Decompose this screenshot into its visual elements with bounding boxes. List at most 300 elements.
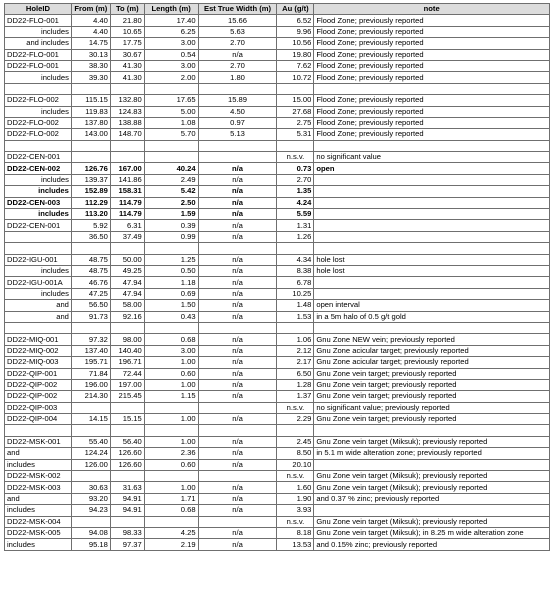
true-width-cell: n/a (198, 186, 277, 197)
empty-cell (110, 243, 144, 254)
empty-cell (198, 425, 277, 436)
true-width-cell: 5.63 (198, 26, 277, 37)
au-cell: 8.38 (277, 265, 314, 276)
from-cell: 47.25 (71, 288, 110, 299)
length-cell: 40.24 (144, 163, 198, 174)
to-cell: 114.79 (110, 209, 144, 220)
to-cell: 126.60 (110, 459, 144, 470)
note-cell: open interval (314, 300, 550, 311)
hole-id-cell: DD22-FLO-001 (5, 15, 72, 26)
length-cell: 1.71 (144, 493, 198, 504)
au-cell: n.s.v. (277, 402, 314, 413)
length-cell: 0.68 (144, 334, 198, 345)
note-cell (314, 459, 550, 470)
to-cell: 72.44 (110, 368, 144, 379)
length-cell: 0.69 (144, 288, 198, 299)
from-cell: 46.76 (71, 277, 110, 288)
hole-id-cell: DD22-MIQ-002 (5, 345, 72, 356)
from-cell: 126.00 (71, 459, 110, 470)
to-cell: 94.91 (110, 493, 144, 504)
length-cell: 1.00 (144, 357, 198, 368)
hole-id-cell: and (5, 300, 72, 311)
to-cell: 41.30 (110, 60, 144, 71)
table-row (5, 49, 550, 60)
note-cell: Flood Zone; previously reported (314, 129, 550, 140)
table-row (5, 368, 550, 379)
au-cell: n.s.v. (277, 152, 314, 163)
au-cell: 8.18 (277, 527, 314, 538)
length-cell: 0.54 (144, 49, 198, 60)
au-cell: 1.53 (277, 311, 314, 322)
hole-id-cell: DD22-MSK-004 (5, 516, 72, 527)
spacer-row (5, 322, 550, 333)
table-row (5, 527, 550, 538)
empty-cell (277, 243, 314, 254)
length-cell: 5.70 (144, 129, 198, 140)
length-cell: 1.00 (144, 414, 198, 425)
from-cell: 113.20 (71, 209, 110, 220)
note-cell: and 0.37 % zinc; previously reported (314, 493, 550, 504)
spacer-row (5, 140, 550, 151)
au-cell: 1.26 (277, 231, 314, 242)
hole-id-cell: DD22-FLO-001 (5, 49, 72, 60)
au-cell: 19.80 (277, 49, 314, 60)
from-cell: 115.15 (71, 95, 110, 106)
au-cell: 2.45 (277, 436, 314, 447)
note-cell: Flood Zone; previously reported (314, 26, 550, 37)
hole-id-cell: includes (5, 459, 72, 470)
length-cell: 2.50 (144, 197, 198, 208)
from-cell: 93.20 (71, 493, 110, 504)
to-cell (110, 516, 144, 527)
true-width-cell (198, 152, 277, 163)
from-cell: 195.71 (71, 357, 110, 368)
length-cell: 2.49 (144, 174, 198, 185)
length-cell: 0.39 (144, 220, 198, 231)
note-cell: Flood Zone; previously reported (314, 72, 550, 83)
table-row (5, 414, 550, 425)
note-cell: in 5.1 m wide alteration zone; previously reported (314, 448, 550, 459)
table-row (5, 288, 550, 299)
from-cell: 14.75 (71, 38, 110, 49)
empty-cell (198, 140, 277, 151)
length-cell: 1.18 (144, 277, 198, 288)
true-width-cell: 15.89 (198, 95, 277, 106)
to-cell: 92.16 (110, 311, 144, 322)
hole-id-cell: and (5, 448, 72, 459)
true-width-cell: n/a (198, 231, 277, 242)
from-cell: 48.75 (71, 265, 110, 276)
empty-cell (71, 140, 110, 151)
note-cell: and 0.15% zinc; previously reported (314, 539, 550, 550)
column-header: Au (g/t) (277, 4, 314, 15)
au-cell: 1.06 (277, 334, 314, 345)
au-cell: 27.68 (277, 106, 314, 117)
note-cell: Gnu Zone vein target (Miksuk); in 8.25 m wide alteration zone (314, 527, 550, 538)
empty-cell (110, 322, 144, 333)
table-row (5, 448, 550, 459)
true-width-cell (198, 402, 277, 413)
to-cell: 197.00 (110, 379, 144, 390)
from-cell (71, 471, 110, 482)
note-cell: in a 5m halo of 0.5 g/t gold (314, 311, 550, 322)
note-cell (314, 231, 550, 242)
au-cell: 3.93 (277, 505, 314, 516)
true-width-cell: 5.13 (198, 129, 277, 140)
hole-id-cell: DD22-FLO-002 (5, 129, 72, 140)
spacer-row (5, 243, 550, 254)
length-cell: 2.36 (144, 448, 198, 459)
to-cell: 138.88 (110, 117, 144, 128)
hole-id-cell: includes (5, 186, 72, 197)
true-width-cell: n/a (198, 300, 277, 311)
length-cell: 5.00 (144, 106, 198, 117)
length-cell: 1.08 (144, 117, 198, 128)
from-cell: 14.15 (71, 414, 110, 425)
hole-id-cell: includes (5, 26, 72, 37)
length-cell: 0.50 (144, 265, 198, 276)
length-cell: 1.00 (144, 379, 198, 390)
empty-cell (71, 83, 110, 94)
hole-id-cell (5, 231, 72, 242)
true-width-cell: n/a (198, 334, 277, 345)
to-cell: 148.70 (110, 129, 144, 140)
to-cell: 158.31 (110, 186, 144, 197)
empty-cell (144, 243, 198, 254)
hole-id-cell: DD22-QIP-002 (5, 379, 72, 390)
from-cell: 97.32 (71, 334, 110, 345)
length-cell: 17.65 (144, 95, 198, 106)
table-row (5, 26, 550, 37)
empty-cell (71, 322, 110, 333)
au-cell: 1.28 (277, 379, 314, 390)
hole-id-cell: DD22-QIP-001 (5, 368, 72, 379)
empty-cell (277, 83, 314, 94)
au-cell: 0.73 (277, 163, 314, 174)
hole-id-cell: DD22-QIP-004 (5, 414, 72, 425)
note-cell (314, 197, 550, 208)
note-cell: Flood Zone; previously reported (314, 106, 550, 117)
au-cell: 10.25 (277, 288, 314, 299)
empty-cell (110, 83, 144, 94)
true-width-cell: n/a (198, 482, 277, 493)
table-row (5, 95, 550, 106)
from-cell (71, 152, 110, 163)
au-cell: 7.62 (277, 60, 314, 71)
empty-cell (314, 425, 550, 436)
note-cell: Gnu Zone vein target (Miksuk); previously reported (314, 436, 550, 447)
note-cell (314, 277, 550, 288)
note-cell: Flood Zone; previously reported (314, 38, 550, 49)
note-cell: Gnu Zone vein target (Miksuk); previously reported (314, 516, 550, 527)
true-width-cell: 4.50 (198, 106, 277, 117)
length-cell: 0.60 (144, 459, 198, 470)
hole-id-cell: and (5, 311, 72, 322)
au-cell: n.s.v. (277, 471, 314, 482)
to-cell: 58.00 (110, 300, 144, 311)
from-cell: 137.40 (71, 345, 110, 356)
length-cell: 4.25 (144, 527, 198, 538)
hole-id-cell: includes (5, 265, 72, 276)
to-cell: 114.79 (110, 197, 144, 208)
to-cell: 17.75 (110, 38, 144, 49)
to-cell: 21.80 (110, 15, 144, 26)
from-cell: 71.84 (71, 368, 110, 379)
empty-cell (198, 83, 277, 94)
true-width-cell: n/a (198, 379, 277, 390)
true-width-cell: 15.66 (198, 15, 277, 26)
table-row (5, 38, 550, 49)
length-cell: 0.43 (144, 311, 198, 322)
au-cell: 1.31 (277, 220, 314, 231)
table-row (5, 300, 550, 311)
note-cell: Gnu Zone vein target (Miksuk); previously reported (314, 482, 550, 493)
from-cell: 4.40 (71, 26, 110, 37)
length-cell: 1.00 (144, 436, 198, 447)
table-row (5, 231, 550, 242)
to-cell: 49.25 (110, 265, 144, 276)
length-cell: 0.60 (144, 368, 198, 379)
length-cell: 1.25 (144, 254, 198, 265)
from-cell: 119.83 (71, 106, 110, 117)
table-row (5, 391, 550, 402)
length-cell (144, 402, 198, 413)
column-header: From (m) (71, 4, 110, 15)
au-cell: n.s.v. (277, 516, 314, 527)
length-cell: 1.00 (144, 482, 198, 493)
table-row (5, 334, 550, 345)
table-row (5, 15, 550, 26)
to-cell: 47.94 (110, 288, 144, 299)
from-cell: 39.30 (71, 72, 110, 83)
au-cell: 5.31 (277, 129, 314, 140)
from-cell: 36.50 (71, 231, 110, 242)
true-width-cell: n/a (198, 209, 277, 220)
length-cell: 3.00 (144, 345, 198, 356)
column-header: note (314, 4, 550, 15)
from-cell: 30.63 (71, 482, 110, 493)
from-cell: 30.13 (71, 49, 110, 60)
true-width-cell: n/a (198, 505, 277, 516)
length-cell: 0.99 (144, 231, 198, 242)
table-row (5, 379, 550, 390)
to-cell (110, 402, 144, 413)
empty-cell (314, 140, 550, 151)
length-cell: 17.40 (144, 15, 198, 26)
au-cell: 6.78 (277, 277, 314, 288)
empty-cell (5, 140, 72, 151)
empty-cell (5, 83, 72, 94)
length-cell: 3.00 (144, 60, 198, 71)
from-cell: 38.30 (71, 60, 110, 71)
au-cell: 5.59 (277, 209, 314, 220)
to-cell: 97.37 (110, 539, 144, 550)
table-row (5, 117, 550, 128)
to-cell: 132.80 (110, 95, 144, 106)
to-cell: 140.40 (110, 345, 144, 356)
empty-cell (144, 322, 198, 333)
hole-id-cell: DD22-FLO-002 (5, 95, 72, 106)
au-cell: 9.96 (277, 26, 314, 37)
spacer-row (5, 425, 550, 436)
table-row (5, 345, 550, 356)
au-cell: 2.70 (277, 174, 314, 185)
true-width-cell: n/a (198, 49, 277, 60)
true-width-cell: n/a (198, 527, 277, 538)
length-cell: 1.59 (144, 209, 198, 220)
au-cell: 1.60 (277, 482, 314, 493)
table-row (5, 106, 550, 117)
from-cell: 95.18 (71, 539, 110, 550)
hole-id-cell: DD22-CEN-001 (5, 152, 72, 163)
empty-cell (144, 140, 198, 151)
table-row (5, 471, 550, 482)
table-row (5, 516, 550, 527)
true-width-cell: n/a (198, 163, 277, 174)
from-cell: 56.50 (71, 300, 110, 311)
to-cell: 6.31 (110, 220, 144, 231)
note-cell: Gnu Zone NEW vein; previously reported (314, 334, 550, 345)
true-width-cell: n/a (198, 277, 277, 288)
au-cell: 13.53 (277, 539, 314, 550)
true-width-cell: n/a (198, 448, 277, 459)
to-cell: 41.30 (110, 72, 144, 83)
empty-cell (71, 425, 110, 436)
to-cell: 31.63 (110, 482, 144, 493)
note-cell: Gnu Zone vein target; previously reported (314, 379, 550, 390)
from-cell: 48.75 (71, 254, 110, 265)
table-row (5, 493, 550, 504)
empty-cell (314, 243, 550, 254)
hole-id-cell: includes (5, 209, 72, 220)
note-cell: Gnu Zone vein target (Miksuk); previously reported (314, 471, 550, 482)
to-cell: 37.49 (110, 231, 144, 242)
hole-id-cell: DD22-FLO-001 (5, 60, 72, 71)
true-width-cell: 1.80 (198, 72, 277, 83)
note-cell (314, 186, 550, 197)
empty-cell (314, 83, 550, 94)
hole-id-cell: includes (5, 106, 72, 117)
to-cell: 56.40 (110, 436, 144, 447)
hole-id-cell: and (5, 493, 72, 504)
to-cell: 50.00 (110, 254, 144, 265)
length-cell: 1.50 (144, 300, 198, 311)
to-cell: 141.86 (110, 174, 144, 185)
to-cell: 15.15 (110, 414, 144, 425)
au-cell: 10.72 (277, 72, 314, 83)
from-cell: 137.80 (71, 117, 110, 128)
au-cell: 15.00 (277, 95, 314, 106)
true-width-cell: n/a (198, 311, 277, 322)
table-row (5, 482, 550, 493)
empty-cell (314, 322, 550, 333)
to-cell (110, 152, 144, 163)
from-cell: 112.29 (71, 197, 110, 208)
column-header: To (m) (110, 4, 144, 15)
true-width-cell (198, 516, 277, 527)
to-cell: 47.94 (110, 277, 144, 288)
true-width-cell: n/a (198, 539, 277, 550)
note-cell: Gnu Zone vein target; previously reported (314, 414, 550, 425)
note-cell: Flood Zone; previously reported (314, 49, 550, 60)
empty-cell (71, 243, 110, 254)
true-width-cell: n/a (198, 357, 277, 368)
hole-id-cell: DD22-QIP-003 (5, 402, 72, 413)
length-cell (144, 152, 198, 163)
true-width-cell: 2.70 (198, 60, 277, 71)
to-cell: 167.00 (110, 163, 144, 174)
length-cell: 1.15 (144, 391, 198, 402)
hole-id-cell: DD22-MSK-005 (5, 527, 72, 538)
table-row (5, 163, 550, 174)
table-row (5, 209, 550, 220)
from-cell: 94.23 (71, 505, 110, 516)
from-cell: 55.40 (71, 436, 110, 447)
column-header: Est True Width (m) (198, 4, 277, 15)
length-cell: 5.42 (144, 186, 198, 197)
true-width-cell: n/a (198, 459, 277, 470)
empty-cell (144, 83, 198, 94)
au-cell: 6.52 (277, 15, 314, 26)
true-width-cell: n/a (198, 265, 277, 276)
true-width-cell: 2.70 (198, 38, 277, 49)
au-cell: 6.50 (277, 368, 314, 379)
true-width-cell: n/a (198, 288, 277, 299)
note-cell: Gnu Zone acicular target; previously reported (314, 357, 550, 368)
length-cell (144, 471, 198, 482)
to-cell: 98.00 (110, 334, 144, 345)
table-row (5, 539, 550, 550)
header-row (5, 4, 550, 15)
note-cell: Flood Zone; previously reported (314, 15, 550, 26)
empty-cell (277, 140, 314, 151)
table-row (5, 197, 550, 208)
hole-id-cell: includes (5, 288, 72, 299)
table-row (5, 220, 550, 231)
table-row (5, 254, 550, 265)
table-row (5, 72, 550, 83)
au-cell: 10.56 (277, 38, 314, 49)
true-width-cell: 0.97 (198, 117, 277, 128)
empty-cell (277, 425, 314, 436)
hole-id-cell: DD22-FLO-002 (5, 117, 72, 128)
table-row (5, 174, 550, 185)
length-cell (144, 516, 198, 527)
column-header: Length (m) (144, 4, 198, 15)
note-cell (314, 288, 550, 299)
table-row (5, 459, 550, 470)
from-cell: 124.24 (71, 448, 110, 459)
au-cell: 1.90 (277, 493, 314, 504)
true-width-cell (198, 471, 277, 482)
from-cell: 143.00 (71, 129, 110, 140)
table-row (5, 265, 550, 276)
length-cell: 2.19 (144, 539, 198, 550)
drill-results-table (4, 3, 550, 551)
au-cell: 1.37 (277, 391, 314, 402)
au-cell: 20.10 (277, 459, 314, 470)
from-cell: 94.08 (71, 527, 110, 538)
note-cell (314, 220, 550, 231)
true-width-cell: n/a (198, 197, 277, 208)
true-width-cell: n/a (198, 174, 277, 185)
hole-id-cell: includes (5, 72, 72, 83)
table-row (5, 60, 550, 71)
hole-id-cell: DD22-MSK-002 (5, 471, 72, 482)
table-row (5, 186, 550, 197)
note-cell: Gnu Zone vein target; previously reported (314, 391, 550, 402)
note-cell (314, 505, 550, 516)
